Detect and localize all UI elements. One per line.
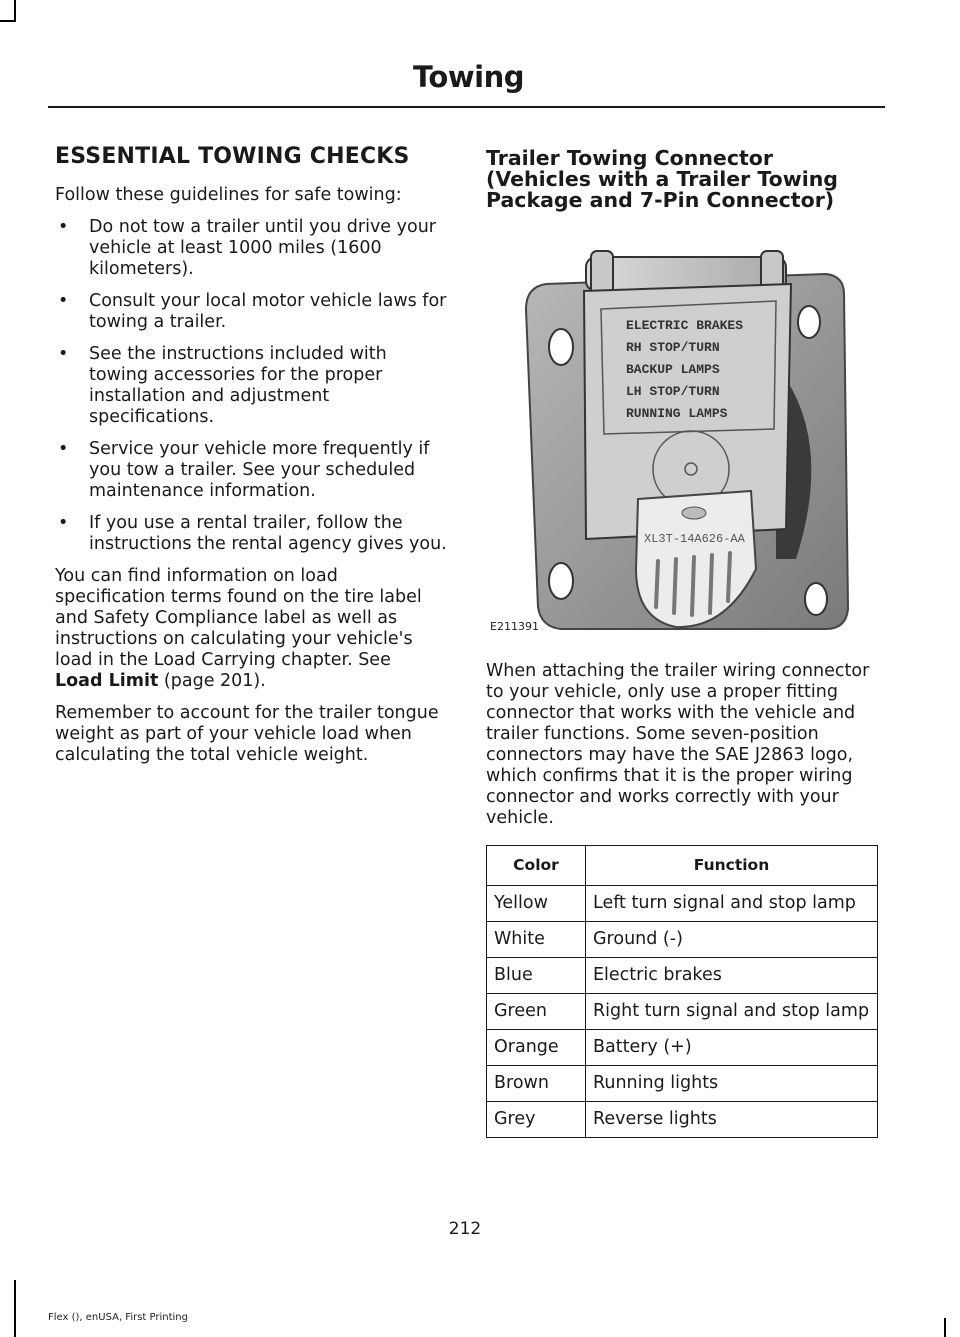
list-item-text: Service your vehicle more frequently if you tow a trailer. See your scheduled maintenance information.: [89, 439, 430, 501]
connector-label: ELECTRIC BRAKES: [626, 318, 744, 333]
color-cell: Brown: [487, 1066, 586, 1102]
table-header-row: [487, 846, 878, 886]
list-item: [55, 513, 447, 555]
bullet-mark: •: [58, 344, 69, 364]
crop-mark: [14, 0, 16, 22]
table-row: [487, 1066, 878, 1102]
part-number: XL3T-14A626-AA: [644, 532, 745, 546]
list-item-text: Consult your local motor vehicle laws for towing a trailer.: [89, 291, 447, 332]
table-row: [487, 886, 878, 922]
page-title: Towing: [413, 60, 524, 94]
function-cell: Electric brakes: [586, 958, 878, 994]
bullet-mark: •: [58, 513, 69, 533]
figure-code: E211391: [490, 620, 539, 633]
function-cell: Battery (+): [586, 1030, 878, 1066]
color-cell: Green: [487, 994, 586, 1030]
color-cell: White: [487, 922, 586, 958]
guideline-list: [55, 217, 447, 555]
trailer-connector-image: [486, 229, 876, 639]
table-row: [487, 1102, 878, 1138]
column-header-color: Color: [487, 846, 586, 886]
function-cell: Running lights: [586, 1066, 878, 1102]
list-item: [55, 217, 447, 280]
function-cell: Reverse lights: [586, 1102, 878, 1138]
table-row: [487, 958, 878, 994]
table-row: [487, 922, 878, 958]
color-cell: Yellow: [487, 886, 586, 922]
connector-heading: Trailer Towing Connector (Vehicles with a Trailer Towing Package and 7-Pin Connector): [486, 146, 838, 212]
connector-label: LH STOP/TURN: [626, 384, 720, 399]
list-item: [55, 344, 447, 428]
intro-text: Follow these guidelines for safe towing:: [55, 185, 402, 205]
page-reference: (page 201).: [158, 671, 266, 691]
function-cell: Right turn signal and stop lamp: [586, 994, 878, 1030]
connector-label: BACKUP LAMPS: [626, 362, 720, 377]
tongue-weight-paragraph: Remember to account for the trailer tongue weight as part of your vehicle load when calculating the total vehicle weight.: [55, 703, 439, 765]
table-row: [487, 1030, 878, 1066]
bullet-mark: •: [58, 439, 69, 459]
color-cell: Grey: [487, 1102, 586, 1138]
list-item: [55, 439, 447, 502]
right-column: [486, 148, 880, 829]
function-cell: Ground (-): [586, 922, 878, 958]
table-row: [487, 994, 878, 1030]
header-rule: [48, 106, 885, 108]
edition-footer: Flex (), enUSA, First Printing: [48, 1312, 188, 1323]
function-cell: Left turn signal and stop lamp: [586, 886, 878, 922]
column-header-function: Function: [586, 846, 878, 886]
color-cell: Orange: [487, 1030, 586, 1066]
page-number: 212: [448, 1219, 482, 1239]
list-item: [55, 291, 447, 333]
section-heading: ESSENTIAL TOWING CHECKS: [55, 144, 410, 169]
connector-illustration: [486, 229, 876, 639]
left-column: [55, 146, 447, 777]
load-info-paragraph: You can find information on load specification terms found on the tire label and Safety Compliance label as well as instructions on calculating your vehicle's load in the Load Carrying chapter. See Load Limit (page 201).: [55, 566, 422, 691]
crop-mark: [0, 20, 16, 22]
list-item-text: Do not tow a trailer until you drive your vehicle at least 1000 miles (1600 kilometers).: [89, 217, 436, 279]
color-cell: Blue: [487, 958, 586, 994]
connector-paragraph: When attaching the trailer wiring connector to your vehicle, only use a proper fitting connector that works with the vehicle and trailer functions. Some seven-position connectors may have the SAE J2863 logo, which confirms that it is the proper wiring connector and works correctly with your vehicle.: [486, 661, 870, 828]
load-limit-link[interactable]: Load Limit: [55, 671, 159, 691]
crop-mark: [14, 1280, 16, 1337]
connector-label: RUNNING LAMPS: [626, 406, 728, 421]
connector-function-table: [486, 845, 878, 1138]
list-item-text: If you use a rental trailer, follow the instructions the rental agency gives you.: [89, 513, 447, 554]
bullet-mark: •: [58, 217, 69, 237]
connector-label: RH STOP/TURN: [626, 340, 720, 355]
bullet-mark: •: [58, 291, 69, 311]
crop-mark: [944, 1318, 946, 1337]
list-item-text: See the instructions included with towing accessories for the proper installation and adjustment specifications.: [89, 344, 387, 427]
